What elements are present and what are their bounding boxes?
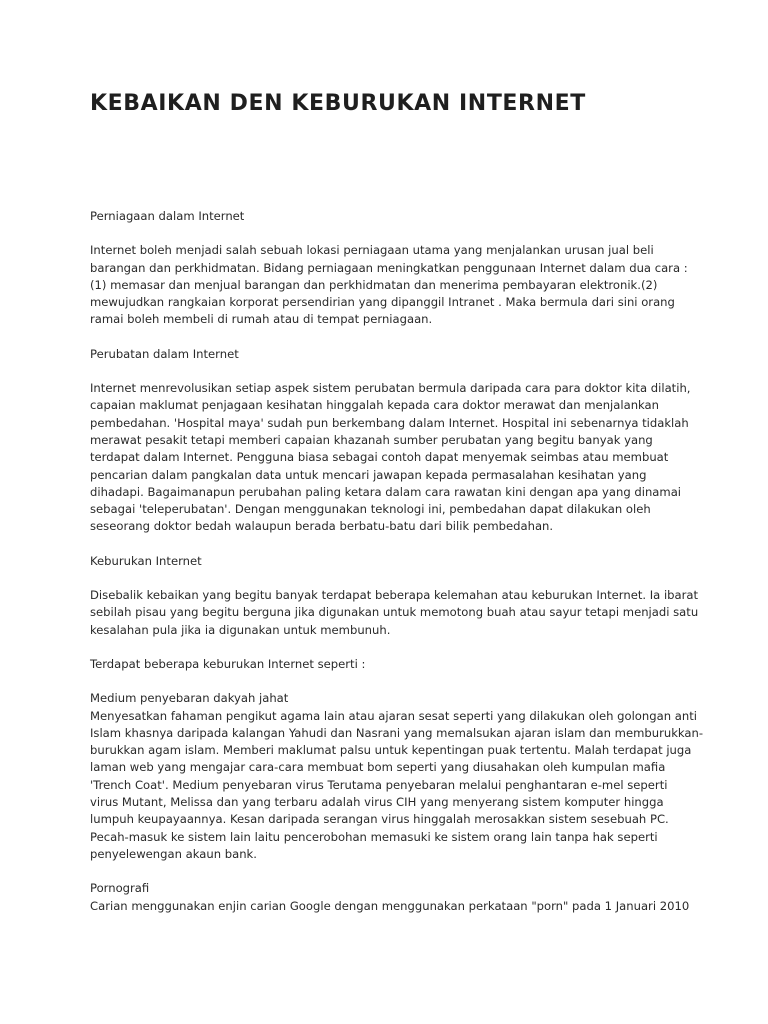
text-line: merawat pesakit tetapi memberi capaian khazanah sumber perubatan yang begitu banyak yang [90,432,653,447]
heading-text: Keburukan Internet [90,553,202,568]
text-line: dihadapi. Bagaimanapun perubahan paling ketara dalam cara rawatan kini dengan apa yang dinamai [90,484,682,499]
text-line: terdapat dalam Internet. Pengguna biasa sebagai contoh dapat menyemak seimbas atau membuat [90,450,669,465]
text-line: virus Mutant, Melissa dan yang terbaru adalah virus CIH yang menyerang sistem komputer hingga [90,795,664,810]
text-line: capaian maklumat penjagaan kesihatan hinggalah kepada cara doktor merawat dan menjalankan [90,398,659,413]
text-line: seseorang doktor bedah walaupun berada berbatu-batu dari bilik pembedahan. [90,519,554,534]
text-line: Internet boleh menjadi salah sebuah lokasi perniagaan utama yang menjalankan urusan jual beli [90,243,654,258]
text-line: Terdapat beberapa keburukan Internet seperti : [90,656,366,671]
document-title: KEBAIKAN DEN KEBURUKAN INTERNET [90,91,586,116]
section-heading-perniagaan [90,208,690,225]
text-line: sebagai 'teleperubatan'. Dengan menggunakan teknologi ini, pembedahan dapat dilakukan oleh [90,502,651,517]
text-line: penyelewengan akaun bank. [90,846,257,861]
section-heading-perubatan [90,346,690,363]
text-line: Islam khasnya daripada kalangan Yahudi dan Nasrani yang memalsukan ajaran islam dan memburukkan- [90,725,704,740]
text-line: pencarian dalam pangkalan data untuk mencari jawapan kepada permasalahan kesihatan yang [90,467,647,482]
text-line: kesalahan pula jika ia digunakan untuk membunuh. [90,622,391,637]
text-line: laman web yang mengajar cara-cara membuat bom seperti yang diusahakan oleh kumpulan mafia [90,760,666,775]
subheading-dakyah: Medium penyebaran dakyah jahat [90,691,289,706]
paragraph-dakyah [90,690,704,863]
paragraph-perniagaan [90,242,690,328]
document-body [90,208,704,932]
section-heading-keburukan [90,553,690,570]
text-line: sebilah pisau yang begitu berguna jika digunakan untuk memotong buah atau sayur tetapi menjadi satu [90,605,699,620]
text-line: Pecah-masuk ke sistem lain laitu pencerobohan memasuki ke sistem orang lain tanpa hak seperti [90,829,658,844]
subheading-pornografi: Pornografi [90,881,150,896]
paragraph-pornografi [90,880,690,915]
text-line: (1) memasar dan menjual barangan dan perkhidmatan dan menerima pembayaran elektronik.(2) [90,277,658,292]
paragraph-perubatan [90,380,690,536]
text-line: Internet menrevolusikan setiap aspek sistem perubatan bermula daripada cara para doktor kita dilatih, [90,381,691,396]
paragraph-keburukan [90,587,699,639]
text-line: mewujudkan rangkaian korporat persendirian yang dipanggil Intranet . Maka bermula dari sini orang [90,295,675,310]
text-line: ramai boleh membeli di rumah atau di tempat perniagaan. [90,312,433,327]
text-line: Carian menggunakan enjin carian Google dengan menggunakan perkataan "porn" pada 1 Januari 2010 [90,898,690,913]
text-line: pembedahan. 'Hospital maya' sudah pun berkembang dalam Internet. Hospital ini sebenarnya tidaklah [90,415,689,430]
text-line: Disebalik kebaikan yang begitu banyak terdapat beberapa kelemahan atau keburukan Internet. Ia ibarat [90,588,699,603]
text-line: Menyesatkan fahaman pengikut agama lain atau ajaran sesat seperti yang dilakukan oleh golongan anti [90,708,697,723]
heading-text: Perubatan dalam Internet [90,346,239,361]
paragraph-keburukan-intro [90,656,690,673]
text-line: lumpuh keupayaannya. Kesan daripada serangan virus hinggalah merosakkan sistem sesebuah PC. [90,812,669,827]
text-line: barangan dan perkhidmatan. Bidang perniagaan meningkatkan penggunaan Internet dalam dua cara : [90,260,688,275]
text-line: 'Trench Coat'. Medium penyebaran virus Terutama penyebaran melalui penghantaran e-mel seperti [90,777,668,792]
text-line: burukkan agam islam. Memberi maklumat palsu untuk kepentingan puak tertentu. Malah terdapat juga [90,743,692,758]
heading-text: Perniagaan dalam Internet [90,209,245,223]
